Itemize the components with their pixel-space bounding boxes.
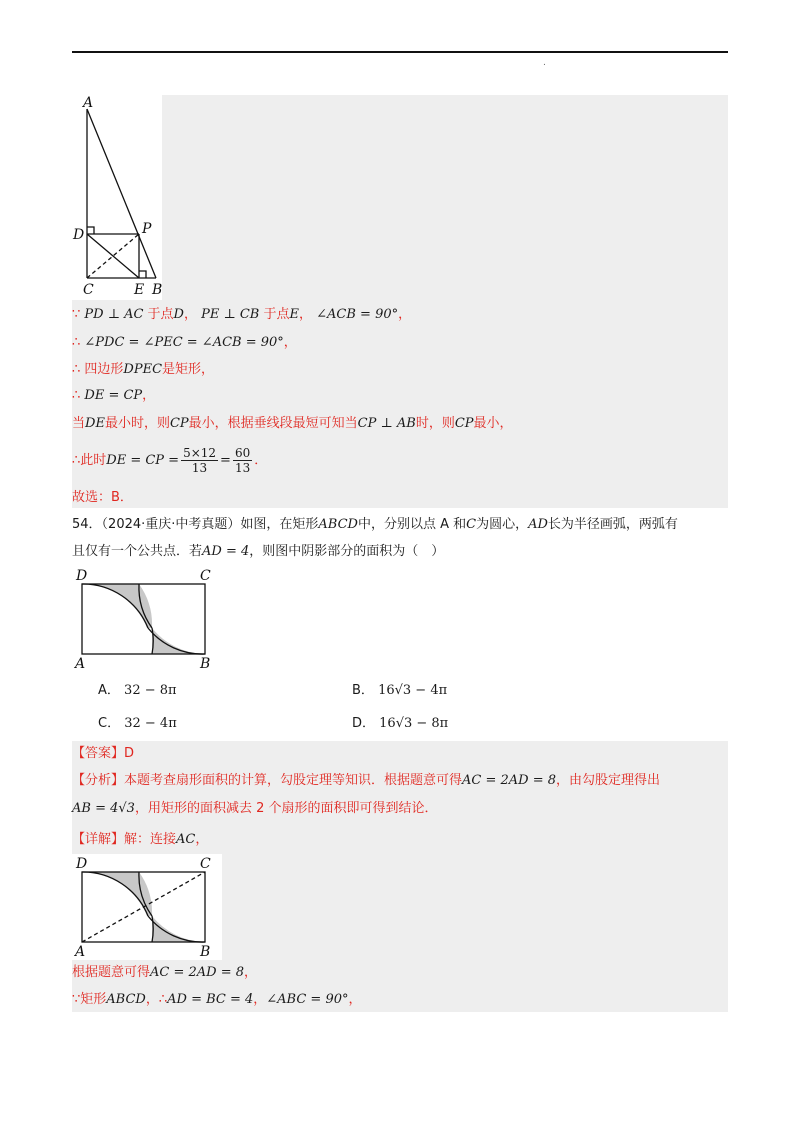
- solution-final-line: ∴此时DE = CP = $\frac{5\times 12}{13}$ = $\frac{60}{13}$ ．: [72, 446, 268, 475]
- q-label-B: B: [200, 656, 211, 671]
- answer-line: 【答案】D: [72, 746, 135, 761]
- solution-line-3: ∴ 四边形DPEC是矩形，: [72, 362, 215, 377]
- label-C: C: [83, 282, 94, 298]
- solution-line-4: ∴ DE = CP，: [72, 388, 156, 403]
- q-label-C: C: [200, 568, 211, 584]
- label-E: E: [134, 282, 145, 298]
- question-line-2: 且仅有一个公共点．若AD = 4，则图中阴影部分的面积为（ ）: [72, 544, 445, 559]
- question-line-1: 54．（2024·重庆·中考真题）如图，在矩形ABCD中，分别以点 A 和C为圆心，AD长为半径画弧，两弧有: [72, 517, 678, 532]
- option-a[interactable]: A． 32 − 8π: [98, 683, 177, 698]
- option-c[interactable]: C． 32 − 4π: [98, 716, 177, 731]
- option-b[interactable]: B． 16√3 − 4π: [352, 683, 448, 698]
- q-label-A: A: [75, 656, 86, 671]
- q-label-D: D: [76, 568, 88, 584]
- answer-figure: [72, 854, 222, 960]
- label-D: D: [73, 227, 85, 243]
- solution-line-1: ∵ PD ⊥ AC 于点D， PE ⊥ CB 于点E， ∠ACB = 90°，: [72, 307, 412, 322]
- solution-line-5: 当DE最小时，则CP最小，根据垂线段最短可知当CP ⊥ AB时，则CP最小，: [72, 416, 513, 431]
- fraction-5x12-over-13: $\frac{5\times 12}{13}$: [183, 446, 217, 475]
- analysis-line-1: 【分析】本题考查扇形面积的计算，勾股定理等知识．根据题意可得AC = 2AD = 8，由勾股定理得出: [72, 773, 661, 788]
- option-d[interactable]: D． 16√3 − 8π: [352, 716, 449, 731]
- label-P: P: [142, 221, 152, 237]
- a-label-B: B: [200, 944, 211, 960]
- choice-line: 故选：B．: [72, 490, 133, 505]
- label-B: B: [152, 282, 162, 298]
- header-dot: .: [543, 58, 546, 68]
- label-A: A: [83, 95, 94, 111]
- detail-line: 【详解】解：连接AC，: [72, 832, 209, 847]
- a-label-D: D: [76, 856, 88, 872]
- a-label-C: C: [200, 856, 211, 872]
- fraction-60-over-13: $\frac{60}{13}$: [234, 446, 251, 475]
- detail-line-b: ∵矩形ABCD，∴AD = BC = 4，∠ABC = 90°，: [72, 992, 362, 1007]
- a-label-A: A: [75, 944, 86, 960]
- header-rule: [72, 51, 728, 53]
- triangle-figure: [72, 95, 162, 300]
- solution-line-2: ∴ ∠PDC = ∠PEC = ∠ACB = 90°，: [72, 335, 297, 350]
- analysis-line-2: AB = 4√3，用矩形的面积减去 2 个扇形的面积即可得到结论．: [72, 801, 438, 816]
- detail-line-a: 根据题意可得AC = 2AD = 8，: [72, 965, 258, 980]
- question-figure: [72, 567, 222, 671]
